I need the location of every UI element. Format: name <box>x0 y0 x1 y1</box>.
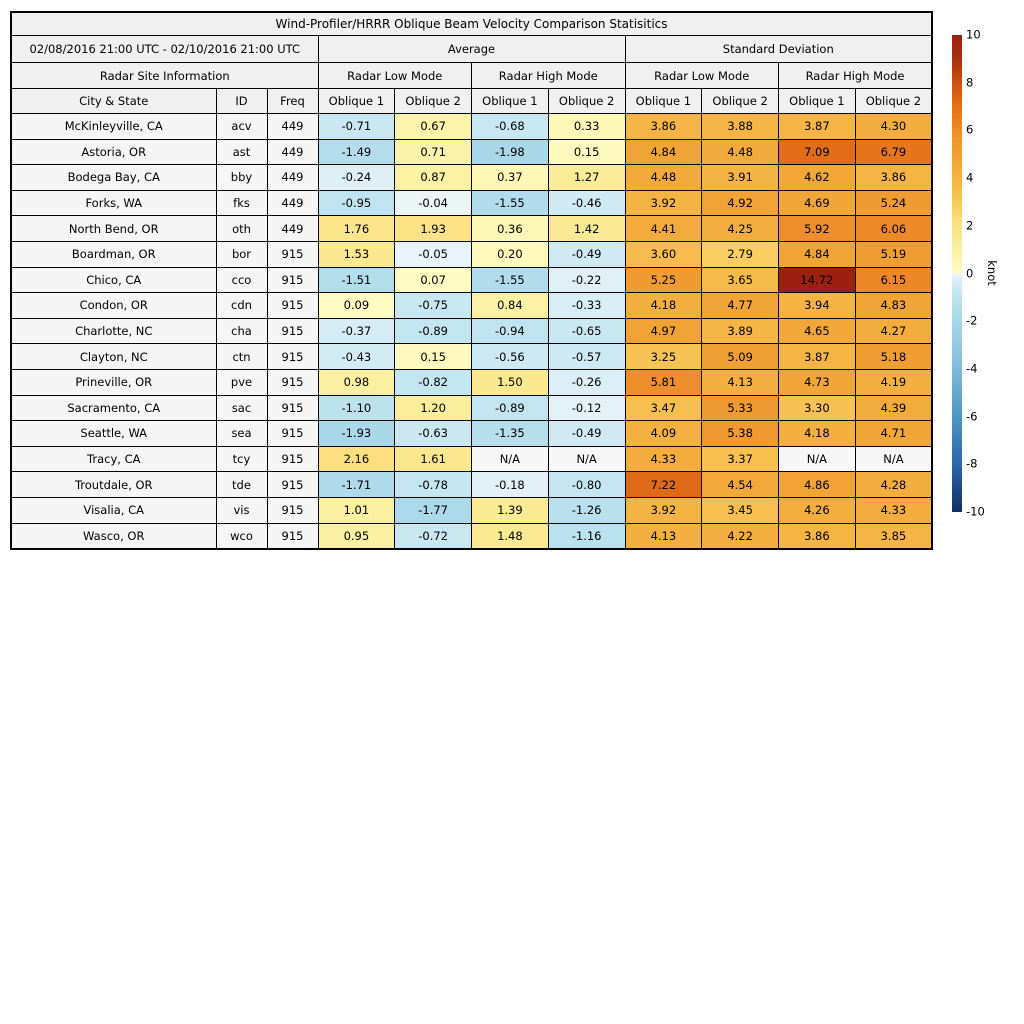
id-cell: acv <box>216 114 267 140</box>
colorbar-tick-label: -2 <box>966 313 978 328</box>
city-cell: McKinleyville, CA <box>11 114 216 140</box>
value-cell: 1.39 <box>472 497 549 523</box>
value-cell: -0.56 <box>472 344 549 370</box>
value-cell: 4.13 <box>625 523 702 549</box>
value-cell: -0.26 <box>548 369 625 395</box>
col-header-oblique1: Oblique 1 <box>472 89 549 114</box>
value-cell: -0.89 <box>472 395 549 421</box>
id-cell: pve <box>216 369 267 395</box>
value-cell: -0.24 <box>318 165 395 191</box>
col-header-id: ID <box>216 89 267 114</box>
freq-cell: 915 <box>267 369 318 395</box>
value-cell: 4.18 <box>625 293 702 319</box>
value-cell: -0.75 <box>395 293 472 319</box>
value-cell: 3.86 <box>625 114 702 140</box>
city-cell: North Bend, OR <box>11 216 216 242</box>
value-cell: -0.46 <box>548 190 625 216</box>
colorbar-tick-label: -8 <box>966 456 978 471</box>
value-cell: 4.26 <box>779 497 856 523</box>
value-cell: 4.41 <box>625 216 702 242</box>
value-cell: 3.92 <box>625 190 702 216</box>
value-cell: 3.25 <box>625 344 702 370</box>
table-row <box>11 267 932 293</box>
table-row <box>11 523 932 549</box>
colorbar-tick-label: -4 <box>966 361 978 376</box>
value-cell: -0.49 <box>548 421 625 447</box>
value-cell: 5.18 <box>855 344 932 370</box>
value-cell: 1.48 <box>472 523 549 549</box>
value-cell: 3.87 <box>779 114 856 140</box>
city-cell: Boardman, OR <box>11 241 216 267</box>
value-cell: 4.19 <box>855 369 932 395</box>
value-cell: 4.62 <box>779 165 856 191</box>
value-cell: 4.83 <box>855 293 932 319</box>
value-cell: 4.27 <box>855 318 932 344</box>
col-header-oblique2: Oblique 2 <box>855 89 932 114</box>
freq-cell: 915 <box>267 344 318 370</box>
table-row <box>11 293 932 319</box>
value-cell: 0.95 <box>318 523 395 549</box>
value-cell: 4.33 <box>855 497 932 523</box>
value-cell: 3.88 <box>702 114 779 140</box>
city-cell: Condon, OR <box>11 293 216 319</box>
value-cell: N/A <box>855 446 932 472</box>
value-cell: 5.38 <box>702 421 779 447</box>
colorbar-tick-label: 10 <box>966 27 981 42</box>
value-cell: 3.86 <box>779 523 856 549</box>
value-cell: -1.77 <box>395 497 472 523</box>
freq-cell: 915 <box>267 523 318 549</box>
value-cell: 6.06 <box>855 216 932 242</box>
value-cell: -1.71 <box>318 472 395 498</box>
value-cell: -1.35 <box>472 421 549 447</box>
value-cell: 7.22 <box>625 472 702 498</box>
value-cell: -0.68 <box>472 114 549 140</box>
value-cell: -0.72 <box>395 523 472 549</box>
id-cell: ast <box>216 139 267 165</box>
date-range: 02/08/2016 21:00 UTC - 02/10/2016 21:00 UTC <box>11 36 318 63</box>
value-cell: 3.47 <box>625 395 702 421</box>
city-cell: Clayton, NC <box>11 344 216 370</box>
value-cell: -0.12 <box>548 395 625 421</box>
value-cell: -0.89 <box>395 318 472 344</box>
value-cell: 7.09 <box>779 139 856 165</box>
value-cell: 2.16 <box>318 446 395 472</box>
table-row <box>11 190 932 216</box>
figure-title: Wind-Profiler/HRRR Oblique Beam Velocity Comparison Statisitics <box>11 12 932 36</box>
value-cell: 1.61 <box>395 446 472 472</box>
value-cell: 0.37 <box>472 165 549 191</box>
value-cell: -0.95 <box>318 190 395 216</box>
value-cell: 4.48 <box>702 139 779 165</box>
value-cell: -0.94 <box>472 318 549 344</box>
freq-cell: 915 <box>267 293 318 319</box>
value-cell: 2.79 <box>702 241 779 267</box>
value-cell: 0.84 <box>472 293 549 319</box>
freq-cell: 915 <box>267 421 318 447</box>
value-cell: 0.71 <box>395 139 472 165</box>
value-cell: 4.84 <box>779 241 856 267</box>
col-header-oblique2: Oblique 2 <box>395 89 472 114</box>
freq-cell: 915 <box>267 318 318 344</box>
value-cell: -0.37 <box>318 318 395 344</box>
mode-header-std-high: Radar High Mode <box>779 63 933 89</box>
colorbar-unit-label: knot <box>985 260 999 286</box>
col-header-freq: Freq <box>267 89 318 114</box>
value-cell: 3.94 <box>779 293 856 319</box>
value-cell: 4.77 <box>702 293 779 319</box>
freq-cell: 449 <box>267 216 318 242</box>
id-cell: vis <box>216 497 267 523</box>
value-cell: 3.45 <box>702 497 779 523</box>
value-cell: 5.81 <box>625 369 702 395</box>
value-cell: -0.04 <box>395 190 472 216</box>
value-cell: -0.05 <box>395 241 472 267</box>
value-cell: -1.55 <box>472 190 549 216</box>
value-cell: -0.82 <box>395 369 472 395</box>
value-cell: 4.30 <box>855 114 932 140</box>
value-cell: 3.60 <box>625 241 702 267</box>
freq-cell: 915 <box>267 446 318 472</box>
id-cell: ctn <box>216 344 267 370</box>
id-cell: oth <box>216 216 267 242</box>
id-cell: bor <box>216 241 267 267</box>
id-cell: wco <box>216 523 267 549</box>
value-cell: 14.72 <box>779 267 856 293</box>
value-cell: 4.13 <box>702 369 779 395</box>
value-cell: 4.09 <box>625 421 702 447</box>
freq-cell: 915 <box>267 241 318 267</box>
value-cell: 0.07 <box>395 267 472 293</box>
freq-cell: 449 <box>267 139 318 165</box>
value-cell: -1.16 <box>548 523 625 549</box>
col-header-oblique1: Oblique 1 <box>625 89 702 114</box>
table-row <box>11 395 932 421</box>
value-cell: 4.71 <box>855 421 932 447</box>
colorbar-tick-label: 8 <box>966 74 974 89</box>
value-cell: 4.86 <box>779 472 856 498</box>
value-cell: N/A <box>472 446 549 472</box>
value-cell: -0.22 <box>548 267 625 293</box>
value-cell: 0.67 <box>395 114 472 140</box>
value-cell: 4.25 <box>702 216 779 242</box>
value-cell: -1.26 <box>548 497 625 523</box>
value-cell: 4.39 <box>855 395 932 421</box>
id-cell: cco <box>216 267 267 293</box>
value-cell: 3.87 <box>779 344 856 370</box>
colorbar-tick-label: 6 <box>966 122 974 137</box>
city-cell: Chico, CA <box>11 267 216 293</box>
value-cell: 4.69 <box>779 190 856 216</box>
value-cell: -0.63 <box>395 421 472 447</box>
value-cell: 0.20 <box>472 241 549 267</box>
mode-header-row <box>11 63 932 89</box>
city-cell: Visalia, CA <box>11 497 216 523</box>
table-row <box>11 165 932 191</box>
city-cell: Charlotte, NC <box>11 318 216 344</box>
table-body <box>11 114 932 550</box>
mode-header-avg-low: Radar Low Mode <box>318 63 472 89</box>
value-cell: 5.33 <box>702 395 779 421</box>
col-header-oblique2: Oblique 2 <box>702 89 779 114</box>
value-cell: 3.91 <box>702 165 779 191</box>
value-cell: 4.54 <box>702 472 779 498</box>
col-header-oblique2: Oblique 2 <box>548 89 625 114</box>
value-cell: 0.15 <box>395 344 472 370</box>
value-cell: -0.71 <box>318 114 395 140</box>
freq-cell: 915 <box>267 472 318 498</box>
city-cell: Sacramento, CA <box>11 395 216 421</box>
table-row <box>11 241 932 267</box>
group-header-row <box>11 36 932 63</box>
colorbar-gradient <box>952 35 962 512</box>
value-cell: 1.93 <box>395 216 472 242</box>
freq-cell: 449 <box>267 190 318 216</box>
table-row <box>11 369 932 395</box>
value-cell: 3.86 <box>855 165 932 191</box>
value-cell: 6.15 <box>855 267 932 293</box>
city-cell: Forks, WA <box>11 190 216 216</box>
value-cell: 0.09 <box>318 293 395 319</box>
site-info-header: Radar Site Information <box>11 63 318 89</box>
value-cell: 3.30 <box>779 395 856 421</box>
colorbar-tick-label: 2 <box>966 218 974 233</box>
value-cell: 4.92 <box>702 190 779 216</box>
value-cell: 4.65 <box>779 318 856 344</box>
value-cell: 4.33 <box>625 446 702 472</box>
value-cell: -0.57 <box>548 344 625 370</box>
value-cell: 0.98 <box>318 369 395 395</box>
value-cell: -0.80 <box>548 472 625 498</box>
value-cell: 4.28 <box>855 472 932 498</box>
id-cell: sea <box>216 421 267 447</box>
value-cell: 3.92 <box>625 497 702 523</box>
table-row <box>11 497 932 523</box>
comparison-table <box>10 11 933 550</box>
title-row <box>11 12 932 36</box>
value-cell: 1.50 <box>472 369 549 395</box>
value-cell: -1.55 <box>472 267 549 293</box>
table-row <box>11 446 932 472</box>
id-cell: cdn <box>216 293 267 319</box>
id-cell: tcy <box>216 446 267 472</box>
value-cell: 4.48 <box>625 165 702 191</box>
value-cell: 5.24 <box>855 190 932 216</box>
value-cell: N/A <box>548 446 625 472</box>
colorbar-tick-label: -10 <box>966 504 985 519</box>
value-cell: 1.53 <box>318 241 395 267</box>
value-cell: 5.92 <box>779 216 856 242</box>
value-cell: 3.85 <box>855 523 932 549</box>
freq-cell: 449 <box>267 165 318 191</box>
id-cell: fks <box>216 190 267 216</box>
value-cell: 4.84 <box>625 139 702 165</box>
freq-cell: 449 <box>267 114 318 140</box>
value-cell: 4.18 <box>779 421 856 447</box>
table-row <box>11 421 932 447</box>
value-cell: 0.33 <box>548 114 625 140</box>
group-header-standard-deviation: Standard Deviation <box>625 36 932 63</box>
value-cell: -1.51 <box>318 267 395 293</box>
value-cell: 0.15 <box>548 139 625 165</box>
value-cell: 4.97 <box>625 318 702 344</box>
value-cell: -1.10 <box>318 395 395 421</box>
table-row <box>11 472 932 498</box>
column-header-row <box>11 89 932 114</box>
value-cell: -1.93 <box>318 421 395 447</box>
city-cell: Astoria, OR <box>11 139 216 165</box>
value-cell: N/A <box>779 446 856 472</box>
value-cell: -0.49 <box>548 241 625 267</box>
id-cell: sac <box>216 395 267 421</box>
freq-cell: 915 <box>267 267 318 293</box>
value-cell: 3.89 <box>702 318 779 344</box>
id-cell: bby <box>216 165 267 191</box>
table-row <box>11 216 932 242</box>
id-cell: cha <box>216 318 267 344</box>
table-row <box>11 139 932 165</box>
value-cell: 3.65 <box>702 267 779 293</box>
mode-header-std-low: Radar Low Mode <box>625 63 779 89</box>
table-row <box>11 318 932 344</box>
city-cell: Seattle, WA <box>11 421 216 447</box>
col-header-oblique1: Oblique 1 <box>318 89 395 114</box>
value-cell: 0.36 <box>472 216 549 242</box>
value-cell: 5.19 <box>855 241 932 267</box>
col-header-city: City & State <box>11 89 216 114</box>
col-header-oblique1: Oblique 1 <box>779 89 856 114</box>
value-cell: -0.43 <box>318 344 395 370</box>
city-cell: Tracy, CA <box>11 446 216 472</box>
table-row <box>11 114 932 140</box>
value-cell: 4.73 <box>779 369 856 395</box>
colorbar-tick-label: 4 <box>966 170 974 185</box>
value-cell: 5.25 <box>625 267 702 293</box>
value-cell: 1.20 <box>395 395 472 421</box>
city-cell: Prineville, OR <box>11 369 216 395</box>
value-cell: -1.49 <box>318 139 395 165</box>
city-cell: Bodega Bay, CA <box>11 165 216 191</box>
id-cell: tde <box>216 472 267 498</box>
mode-header-avg-high: Radar High Mode <box>472 63 626 89</box>
value-cell: -0.18 <box>472 472 549 498</box>
table-row <box>11 344 932 370</box>
value-cell: 1.01 <box>318 497 395 523</box>
value-cell: -1.98 <box>472 139 549 165</box>
city-cell: Troutdale, OR <box>11 472 216 498</box>
colorbar-tick-label: 0 <box>966 265 974 280</box>
value-cell: 4.22 <box>702 523 779 549</box>
value-cell: 1.27 <box>548 165 625 191</box>
freq-cell: 915 <box>267 497 318 523</box>
value-cell: 1.76 <box>318 216 395 242</box>
city-cell: Wasco, OR <box>11 523 216 549</box>
value-cell: 3.37 <box>702 446 779 472</box>
value-cell: -0.78 <box>395 472 472 498</box>
value-cell: -0.33 <box>548 293 625 319</box>
freq-cell: 915 <box>267 395 318 421</box>
group-header-average: Average <box>318 36 625 63</box>
value-cell: -0.65 <box>548 318 625 344</box>
value-cell: 1.42 <box>548 216 625 242</box>
colorbar <box>952 27 985 519</box>
value-cell: 0.87 <box>395 165 472 191</box>
colorbar-tick-label: -6 <box>966 408 978 423</box>
value-cell: 6.79 <box>855 139 932 165</box>
value-cell: 5.09 <box>702 344 779 370</box>
